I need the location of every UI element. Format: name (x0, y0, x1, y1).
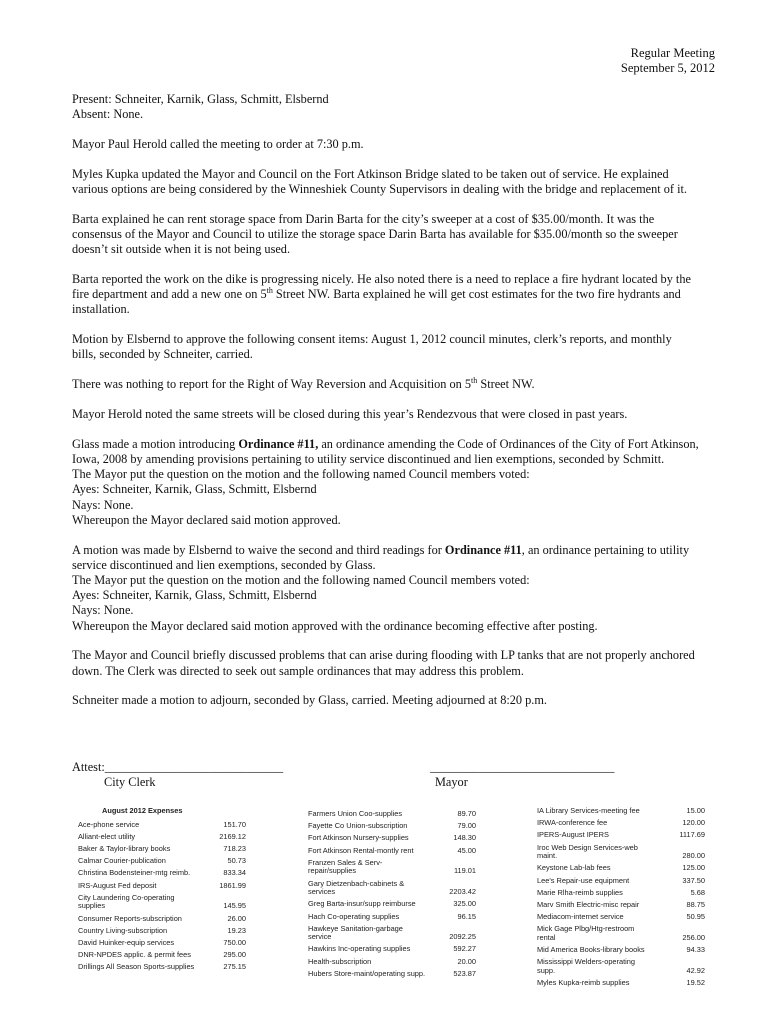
expense-row (78, 821, 246, 830)
expense-name: Marie Rlha-reimb supplies (537, 887, 623, 897)
expense-amount: 2092.25 (449, 932, 476, 942)
expense-name: Consumer Reports-subscription (78, 913, 182, 923)
expense-row (308, 880, 476, 897)
expense-row (308, 810, 476, 819)
expense-amount: 151.70 (223, 819, 246, 829)
expense-name: Lee's Repair-use equipment (537, 875, 630, 885)
expense-name: Fort Atkinson Nursery-supplies (308, 833, 409, 843)
expense-amount: 2169.12 (219, 831, 246, 841)
meeting-date: September 5, 2012 (620, 61, 715, 75)
expense-row (308, 822, 476, 831)
mayor-line: ______________________________ (430, 760, 615, 774)
expense-row (78, 845, 246, 854)
expense-name: Iroc Web Design Services-web maint. (537, 842, 638, 861)
expense-row (537, 979, 705, 988)
text-line: The Mayor and Council briefly discussed problems that can arise during flooding with LP tanks that are not properly anchored (72, 648, 695, 663)
text-line: The Mayor put the question on the motion and the following named Council members voted: (72, 467, 530, 482)
text-line: bills, seconded by Schneiter, carried. (72, 347, 253, 362)
text-line: consensus of the Mayor and Council to utilize the storage space Darin Barta has available for $35.00/month so the sweeper (72, 227, 678, 241)
expense-amount: 718.23 (223, 843, 246, 853)
ordinance-bold: Ordinance #11, (238, 436, 319, 451)
expense-amount: 15.00 (686, 806, 705, 815)
expense-row (537, 807, 705, 816)
expense-amount: 750.00 (223, 937, 246, 947)
expenses-title: August 2012 Expenses (102, 806, 183, 815)
expense-row (308, 859, 476, 876)
text-line: Nays: None. (72, 497, 134, 512)
paragraph-right-of-way (72, 377, 722, 392)
text-run: Street NW. (477, 377, 535, 392)
expense-name: Ace-phone service (78, 819, 140, 829)
expense-amount: 96.15 (457, 911, 476, 921)
expense-amount: 295.00 (223, 950, 246, 960)
mayor-label: Mayor (435, 775, 468, 789)
expense-amount: 120.00 (682, 818, 705, 828)
expense-amount: 19.23 (227, 925, 246, 935)
expense-name: IRS-August Fed deposit (78, 880, 157, 890)
expense-amount: 119.01 (453, 866, 476, 876)
attest-signature (72, 760, 283, 790)
expense-name: Christina Bodensteiner-mtg reimb. (78, 868, 191, 878)
expense-row (308, 913, 476, 922)
expense-name: Gary Dietzenbach-cabinets & services (308, 878, 405, 897)
expense-amount: 79.00 (457, 821, 476, 831)
text-run: A motion was made by Elsbernd to waive the second and third readings for (72, 542, 445, 557)
paragraph-adjourn: Schneiter made a motion to adjourn, seconded by Glass, carried. Meeting adjourned at 8:20 p.m. (72, 693, 548, 708)
expense-row (78, 915, 246, 924)
ordinance-bold: Ordinance #11 (444, 542, 522, 557)
expense-amount: 145.95 (223, 901, 246, 911)
expense-row (537, 864, 705, 873)
text-line: Myles Kupka updated the Mayor and Council on the Fort Atkinson Bridge slated to be taken out of service. He explained (72, 166, 669, 181)
expense-row (537, 946, 705, 955)
expense-row (537, 901, 705, 910)
paragraph-bridge (72, 167, 722, 197)
paragraph-dike (72, 272, 722, 318)
text-line: Ayes: Schneiter, Karnik, Glass, Schmitt, Elsbernd (72, 588, 317, 603)
text-line: installation. (72, 302, 130, 317)
text-line: Whereupon the Mayor declared said motion approved. (72, 512, 341, 527)
expense-name: IPERS-August IPERS (537, 830, 609, 840)
mayor-signature (430, 760, 614, 790)
text-run: an ordinance amending the Code of Ordinances of the City of Fort Atkinson, (318, 436, 699, 451)
expense-row (537, 844, 705, 861)
expense-row (78, 963, 246, 972)
text-line (72, 287, 722, 302)
text-line: Motion by Elsbernd to approve the following consent items: August 1, 2012 council minutes, clerk’s reports, and monthly (72, 332, 672, 347)
expense-name: Alliant-elect utility (78, 831, 136, 841)
paragraph-ordinance-waive (72, 543, 722, 634)
expense-name: Greg Barta-insur/supp reimburse (308, 899, 416, 909)
expense-row (78, 857, 246, 866)
text-line: various options are being considered by the Winneshiek County Supervisors in dealing with the bridge and replacement of it. (72, 182, 688, 196)
expense-amount: 19.52 (686, 978, 705, 988)
expense-row (308, 834, 476, 843)
expense-name: Hubers Store-maint/operating supp. (308, 968, 426, 978)
expense-name: Hawkins Inc-operating supplies (308, 944, 411, 954)
expense-row (78, 869, 246, 878)
expense-row (537, 958, 705, 975)
expense-amount: 256.00 (682, 932, 705, 942)
expense-amount: 26.00 (227, 913, 246, 923)
expense-amount: 1861.99 (219, 880, 246, 890)
attendance (72, 92, 722, 122)
expense-name: Keystone Lab-lab fees (537, 863, 611, 873)
expense-name: David Huinker-equip services (78, 937, 175, 947)
expense-row (537, 925, 705, 942)
expense-name: City Laundering Co-operating supplies (78, 892, 175, 911)
expense-name: IA Library Services-meeting fee (537, 806, 640, 815)
text-line: Nays: None. (72, 603, 134, 618)
text-line: Iowa, 2008 by amending provisions pertaining to utility service discontinued and lien exemptions, seconded by Schmitt. (72, 452, 665, 466)
paragraph-rendezvous: Mayor Herold noted the same streets will be closed during this year’s Rendezvous that were closed in past years. (72, 407, 628, 421)
expense-name: Calmar Courier-publication (78, 856, 166, 866)
clerk-label: City Clerk (104, 775, 156, 789)
text-line: Whereupon the Mayor declared said motion approved with the ordinance becoming effective after posting. (72, 618, 598, 633)
expenses-column-2 (308, 810, 476, 982)
expenses-column-1 (78, 807, 246, 975)
paragraph-ordinance-intro (72, 437, 722, 528)
expense-name: Mid America Books-library books (537, 945, 645, 955)
superscript: th (266, 286, 273, 296)
text-line: Barta explained he can rent storage space from Darin Barta for the city’s sweeper at a cost of $35.00/month. It was the (72, 211, 655, 226)
expense-name: Hach Co-operating supplies (308, 911, 400, 921)
paragraph-storage (72, 212, 722, 258)
expense-name: Country Living-subscription (78, 925, 168, 935)
expense-row (308, 958, 476, 967)
expense-name: Farmers Union Coo-supplies (308, 809, 403, 818)
expense-amount: 280.00 (682, 851, 705, 861)
expense-name: Fayette Co Union-subscription (308, 821, 408, 831)
expense-name: Baker & Taylor-library books (78, 843, 171, 853)
expense-name: Franzen Sales & Serv-repair/supplies (308, 857, 383, 876)
expense-row (537, 913, 705, 922)
expense-amount: 337.50 (682, 875, 705, 885)
present-line: Present: Schneiter, Karnik, Glass, Schmitt, Elsbernd (72, 92, 329, 106)
expense-name: Fort Atkinson Rental-montly rent (308, 845, 414, 855)
expense-amount: 50.73 (227, 856, 246, 866)
text-run: , an ordinance pertaining to utility (521, 542, 690, 557)
expense-row (537, 877, 705, 886)
expense-row (308, 970, 476, 979)
expense-amount: 125.00 (682, 863, 705, 873)
text-line: service discontinued and lien exemptions, seconded by Glass. (72, 557, 376, 572)
expenses-column-3 (537, 807, 705, 991)
expense-amount: 45.00 (457, 845, 476, 855)
expense-row (78, 939, 246, 948)
expense-amount: 2203.42 (449, 887, 476, 897)
expense-name: Drillings All Season Sports-supplies (78, 962, 195, 972)
text-run: fire department and add a new one on 5 (72, 287, 267, 302)
expense-amount: 275.15 (223, 962, 246, 972)
expense-row (78, 833, 246, 842)
expense-row (308, 900, 476, 909)
expense-name: Mediacom-internet service (537, 912, 624, 922)
expense-amount: 5.68 (690, 887, 705, 897)
expense-name: Marv Smith Electric-misc repair (537, 899, 640, 909)
absent-line: Absent: None. (72, 107, 144, 122)
expense-row (537, 819, 705, 828)
expense-amount: 50.95 (686, 912, 705, 922)
expense-name: Mississippi Welders-operating supp. (537, 957, 636, 975)
text-line (72, 543, 722, 558)
paragraph-lp-tanks (72, 648, 722, 678)
expense-row (537, 889, 705, 898)
expense-row (78, 894, 246, 911)
expense-amount: 148.30 (453, 833, 476, 843)
paragraph-call-to-order: Mayor Paul Herold called the meeting to order at 7:30 p.m. (72, 137, 364, 151)
expense-amount: 833.34 (223, 868, 246, 878)
expense-name: Mick Gage Plbg/Htg-restroom rental (537, 924, 635, 942)
text-run: There was nothing to report for the Right of Way Reversion and Acquisition on 5 (72, 377, 472, 392)
expense-row (308, 945, 476, 954)
text-run: Glass made a motion introducing (72, 436, 239, 451)
expense-amount: 592.27 (453, 944, 476, 954)
expense-row (78, 882, 246, 891)
meeting-header (621, 46, 715, 76)
expense-name: Hawkeye Sanitation-garbage service (308, 923, 403, 942)
paragraph-consent (72, 332, 722, 362)
expense-amount: 325.00 (453, 899, 476, 909)
expense-amount: 94.33 (686, 945, 705, 955)
expense-amount: 20.00 (457, 956, 476, 966)
text-line: The Mayor put the question on the motion and the following named Council members voted: (72, 573, 530, 588)
expense-amount: 1117.69 (679, 830, 705, 840)
expense-name: Health-subscription (308, 956, 372, 966)
text-line: doesn’t sit outside when it is not being used. (72, 242, 291, 257)
text-line: Barta reported the work on the dike is progressing nicely. He also noted there is a need to replace a fire hydrant located by the (72, 272, 691, 286)
text-line (72, 437, 722, 452)
meeting-type: Regular Meeting (630, 46, 715, 60)
expense-row (78, 927, 246, 936)
expense-amount: 88.75 (686, 899, 705, 909)
expense-amount: 89.70 (457, 809, 476, 818)
expense-row (537, 831, 705, 840)
expense-name: DNR-NPDES applic. & permit fees (78, 950, 191, 960)
minutes-body (72, 92, 722, 723)
expense-row (308, 847, 476, 856)
text-line: Ayes: Schneiter, Karnik, Glass, Schmitt, Elsbernd (72, 482, 317, 497)
superscript: th (471, 376, 478, 386)
attest-line: Attest:_____________________________ (72, 760, 284, 774)
expense-amount: 523.87 (453, 968, 476, 978)
expense-row (308, 925, 476, 942)
text-run: Street NW. Barta explained he will get cost estimates for the two fire hydrants and (272, 287, 681, 302)
expense-row (78, 951, 246, 960)
expense-amount: 42.92 (686, 965, 705, 975)
expense-name: IRWA-conference fee (537, 818, 608, 828)
expense-name: Myles Kupka-reimb supplies (537, 978, 630, 988)
text-line: down. The Clerk was directed to seek out sample ordinances that may address this problem. (72, 663, 524, 678)
